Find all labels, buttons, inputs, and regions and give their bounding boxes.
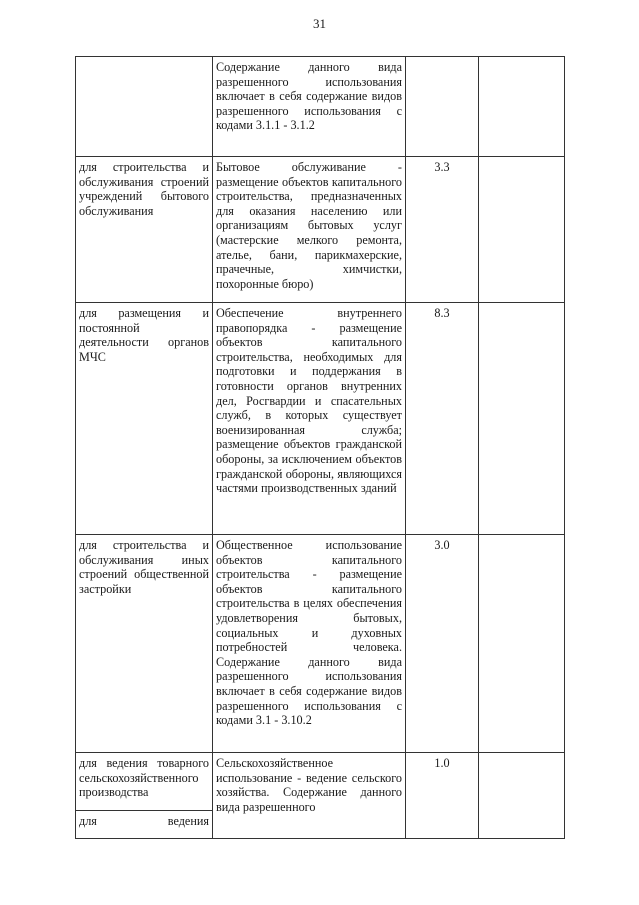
sub-row-divider (75, 810, 212, 811)
column-divider (212, 56, 213, 839)
row-divider (75, 302, 565, 303)
table-cell-description: Общественное использование объектов капитального строительства - размещение объектов капитального строительства в целях обеспечения удовлетворения бытовых, социальных и духовных потребностей человека. Содержание данного вида разрешенного использования включает в себя содержание видов разрешенного использования с кодами 3.1 - 3.10.2 (216, 538, 402, 728)
table-border-bottom (75, 838, 565, 839)
table-cell-purpose: для строительства и обслуживания строений учреждений бытового обслуживания (79, 160, 209, 218)
table-cell-description: Обеспечение внутреннего правопорядка - размещение объектов капитального строительства, необходимых для подготовки и поддержания в готовности органов внутренних дел, Росгвардии и спасательных служб, в которых существует военизированная служба; размещение объектов гражданской обороны, за исключением объектов гражданской обороны, являющихся частями производственных зданий (216, 306, 402, 496)
table-border-top (75, 56, 565, 57)
page-number: 31 (313, 16, 326, 31)
table-cell-purpose: для ведения товарного сельскохозяйственного производства (79, 756, 209, 800)
column-divider (405, 56, 406, 839)
row-divider (75, 156, 565, 157)
table-cell-purpose: для строительства и обслуживания иных строений общественной застройки (79, 538, 209, 596)
table-cell-purpose: для размещения и постоянной деятельности органов МЧС (79, 306, 209, 364)
table-cell-purpose: для ведения (79, 814, 209, 828)
table-border-right (564, 56, 565, 839)
row-divider (75, 752, 565, 753)
table-cell-description: Бытовое обслуживание - размещение объектов капитального строительства, предназначенных для оказания населению или организациям бытовых услуг (мастерские мелкого ремонта, ателье, бани, парикмахерские, прачечные, химчистки, похоронные бюро) (216, 160, 402, 291)
table-cell-code: 3.3 (434, 160, 450, 174)
column-divider (478, 56, 479, 839)
table-cell-code: 3.0 (434, 538, 450, 552)
table-cell-description: Содержание данного вида разрешенного использования включает в себя содержание видов разрешенного использования с кодами 3.1.1 - 3.1.2 (216, 60, 402, 133)
table-cell-code: 8.3 (434, 306, 450, 320)
table-cell-code: 1.0 (434, 756, 450, 770)
table-cell-description: Сельскохозяйственное использование - ведение сельского хозяйства. Содержание данного вида разрешенного (216, 756, 402, 814)
table-border-left (75, 56, 76, 839)
row-divider (75, 534, 565, 535)
